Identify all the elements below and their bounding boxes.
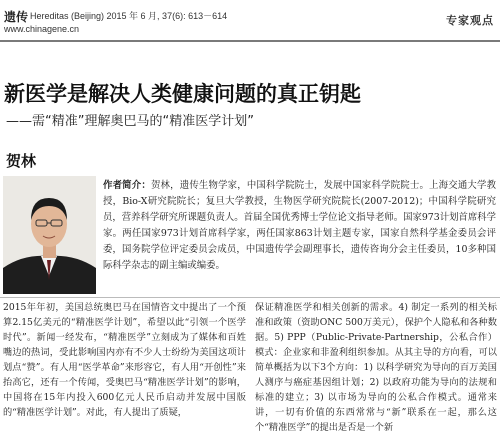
- bio-label: 作者简介：: [103, 180, 151, 191]
- article-title: 新医学是解决人类健康问题的真正钥匙: [4, 82, 361, 106]
- section-divider: [0, 297, 500, 298]
- author-portrait-icon: [3, 176, 96, 294]
- body-paragraph: 保证精准医学和相关创新的需求。4) 制定一系列的相关标准和政策（资助ONC 500万美元），保护个人隐私和各种数据。5) PPP（Public-Private-Partnership，公私合作）模式：企业家和非盈利组织参加。从其主导的方向看，可以简单概括为以下3个方向：1) 以科学研究为导向的百万美国人测序与癌症基因组计划；2) 以政府功能为导向的法规和标准的建立；3) 以市场为导向的公私合作模式。通常来讲，一切有价值的东西常常与“新”联系在一起，那么这个“精准医学”的提出是否是一个新: [255, 302, 497, 433]
- column-label: 专家观点: [446, 14, 494, 27]
- author-bio: [103, 178, 496, 274]
- journal-url[interactable]: www.chinagene.cn: [4, 24, 80, 34]
- author-photo: [3, 176, 96, 294]
- article-subtitle: ——需“精准”理解奥巴马的“精准医学计划”: [6, 114, 254, 129]
- body-column-right: [255, 300, 497, 435]
- body-column-left: [3, 300, 246, 420]
- journal-citation: Hereditas (Beijing) 2015 年 6 月, 37(6): 613－614: [30, 11, 228, 21]
- journal-logo: 遗传: [4, 10, 29, 24]
- article-author: 贺林: [6, 152, 37, 170]
- page-header: [0, 0, 500, 36]
- header-divider: [0, 40, 500, 42]
- bio-text: 贺林，遗传生物学家，中国科学院院士，发展中国家科学院院士。上海交通大学教授，Bio-X研究院院长；复旦大学教授，生物医学研究院院长(2007-2012)；中国科学院研究员，营养科学研究所课题负责人。首届全国优秀博士学位论文指导老师。国家973计划首席科学家。两任国家973计划首席科学家，两任国家863计划主题专家，国家自然科学基金委员会评委，国务院学位评定委员会成员，中国遗传学会副理事长，遗传咨询分会主任委员，10多种国际科学杂志的副主编或编委。: [103, 180, 496, 271]
- body-paragraph: 2015年年初，美国总统奥巴马在国情咨文中提出了一个预算2.15亿美元的“精准医学计划”，希望以此“引领一个医学时代”。新闻一经发布，“精准医学”立刻成为了媒体和百姓嘴边的热词，受此影响国内亦有不少人士纷纷为美国这项计划点“赞”。有人用“医学革命”来形容它，有人用“开创性”来抬高它，还有一个传闻，受奥巴马“精准医学计划”的影响，中国将在15年内投入600亿元人民币启动并发展中国版的“精准医学计划”。对此，有人提出了质疑，: [3, 302, 246, 418]
